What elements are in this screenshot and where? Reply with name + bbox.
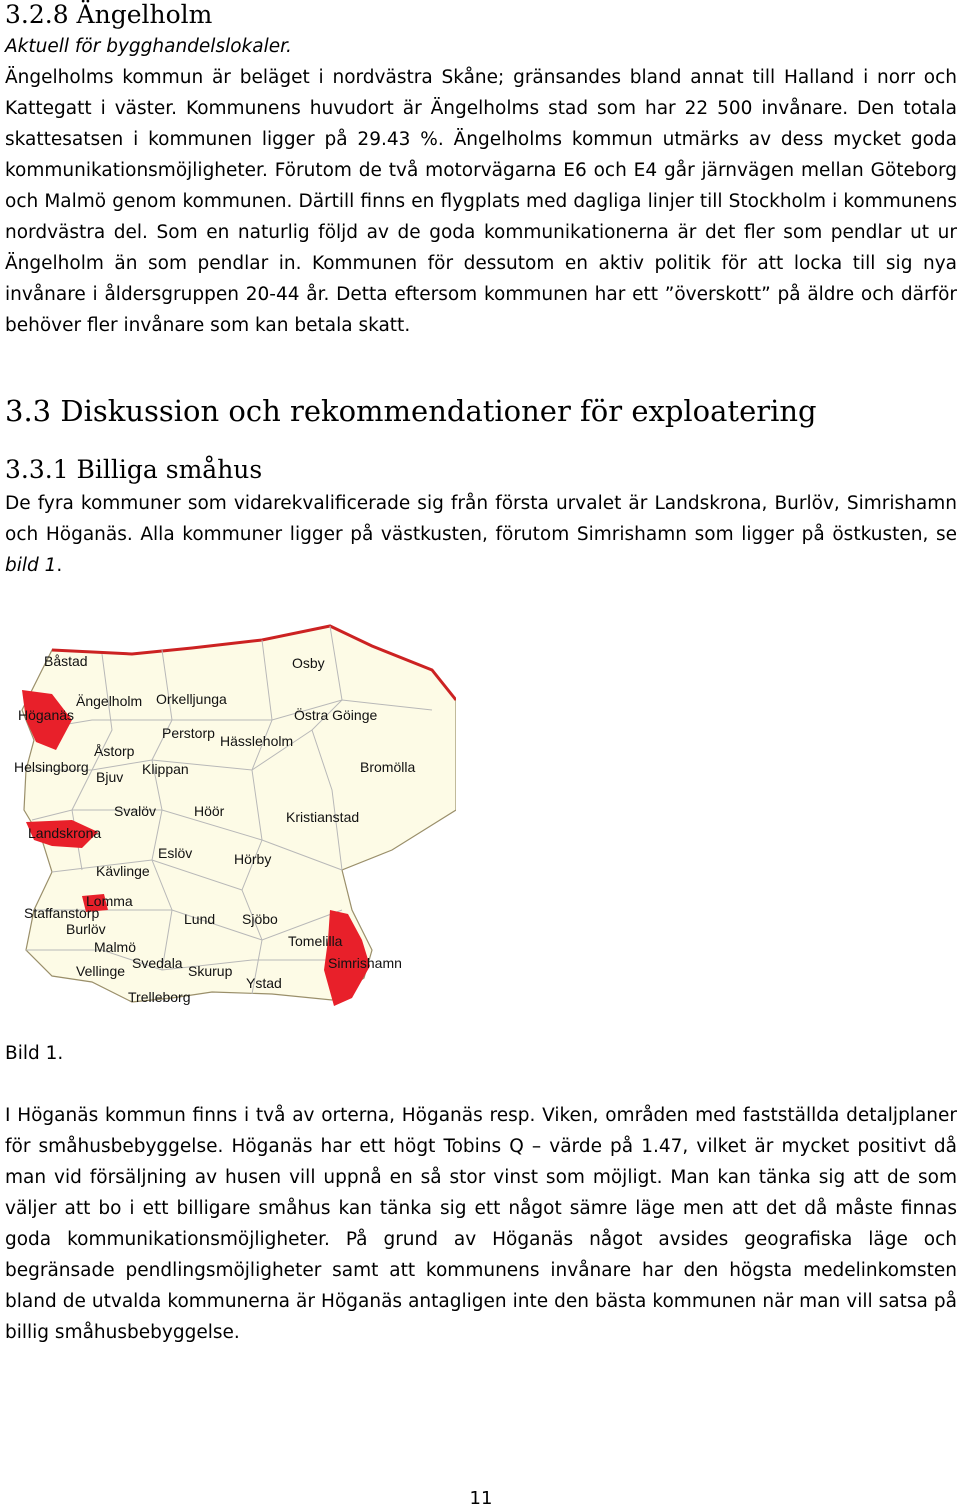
label-tomelilla: Tomelilla [288, 933, 343, 949]
label-kristianstad: Kristianstad [286, 809, 360, 825]
skane-map [12, 610, 456, 1040]
figure-caption: Bild 1. [5, 1043, 64, 1064]
label-trelleborg: Trelleborg [128, 989, 191, 1005]
label-perstorp: Perstorp [162, 725, 215, 741]
label-svedala: Svedala [132, 955, 183, 971]
label-ystad: Ystad [246, 975, 282, 991]
label-angelholm: Ängelholm [76, 693, 143, 709]
intro-text: De fyra kommuner som vidarekvalificerade sig från första urvalet är Landskrona, Burlöv, Simrishamn och Höganäs. Alla kommuner ligger på västkusten, förutom Simrishamn som ligger på östkusten, se [5, 493, 957, 545]
paragraph-angelholm: Ängelholms kommun är beläget i nordvästra Skåne; gränsandes bland annat till Halland i norr och Kattegatt i väster. Kommunens huvudort är Ängelholms stad som har 22 500 invånare. Den totala skattesatsen i kommunen ligger på 29.43 %. Ängelholms kommun utmärks av dess mycket goda kommunikationsmöjligheter. Förutom de två motorvägarna E6 och E4 går järnvägen mellan Göteborg och Malmö genom kommunen. Därtill finns en flygplats med dagliga linjer till Stockholm i kommunens nordvästra del. Som en naturlig följd av de goda kommunikationerna är det fler som pendlar ut ur Ängelholm än som pendlar in. Kommunen för dessutom en aktiv politik för att locka till sig nya invånare i åldersgruppen 20-44 år. Detta eftersom kommunen har ett ”överskott” på äldre och därför behöver fler invånare som kan betala skatt. [5, 67, 957, 336]
label-staffanstorp: Staffanstorp [24, 905, 100, 921]
label-lomma: Lomma [86, 893, 133, 909]
label-eslov: Eslöv [158, 845, 193, 861]
label-hassleholm: Hässleholm [220, 733, 294, 749]
label-hoor: Höör [194, 803, 225, 819]
section-heading-angelholm: 3.2.8 Ängelholm [5, 0, 213, 29]
section-heading-billiga-smahus: 3.3.1 Billiga småhus [5, 455, 263, 484]
section-lead: Aktuell för bygghandelslokaler. [5, 36, 292, 57]
label-lund: Lund [184, 911, 216, 927]
label-malmo: Malmö [94, 939, 137, 955]
label-kavlinge: Kävlinge [96, 863, 150, 879]
label-orkelljunga: Orkelljunga [156, 691, 227, 707]
label-bastad: Båstad [44, 653, 88, 669]
label-sjobo: Sjöbo [242, 911, 278, 927]
label-vellinge: Vellinge [76, 963, 126, 979]
paragraph-intro [5, 488, 957, 581]
label-burlov: Burlöv [66, 921, 106, 937]
figure-reference: bild 1 [5, 555, 57, 576]
label-skurup: Skurup [188, 963, 233, 979]
page-number: 11 [469, 1488, 493, 1509]
label-hoganas: Höganäs [18, 707, 75, 723]
label-horby: Hörby [234, 851, 272, 867]
label-bromolla: Bromölla [360, 759, 416, 775]
label-helsingborg: Helsingborg [14, 759, 89, 775]
label-osby: Osby [292, 655, 325, 671]
label-svalov: Svalöv [114, 803, 157, 819]
label-landskrona: Landskrona [28, 825, 102, 841]
label-ostra-goinge: Östra Göinge [294, 707, 378, 723]
intro-end: . [56, 555, 63, 576]
section-heading-diskussion: 3.3 Diskussion och rekommendationer för exploatering [5, 394, 817, 428]
paragraph-hoganas: I Höganäs kommun finns i två av orterna, Höganäs resp. Viken, områden med fastställda detaljplaner för småhusbebyggelse. Höganäs har ett högt Tobins Q – värde på 1.47, vilket är mycket positivt då man vid försäljning av husen vill uppnå en så stor vinst som möjligt. Man kan tänka sig att de som väljer att bo i ett billigare småhus kan tänka sig ett något sämre läge men att det då måste finnas goda kommunikationsmöjligheter. På grund av Höganäs något avsides geografiska läge och begränsade pendlingsmöjligheter samt att kommunens invånare har den högsta medelinkomsten bland de utvalda kommunerna är Höganäs antagligen inte den bästa kommunen när man vill satsa på billig småhusbebyggelse. [5, 1105, 957, 1343]
label-simrishamn: Simrishamn [328, 955, 402, 971]
label-klippan: Klippan [142, 761, 189, 777]
label-astorp: Åstorp [94, 743, 135, 759]
label-bjuv: Bjuv [96, 769, 124, 785]
